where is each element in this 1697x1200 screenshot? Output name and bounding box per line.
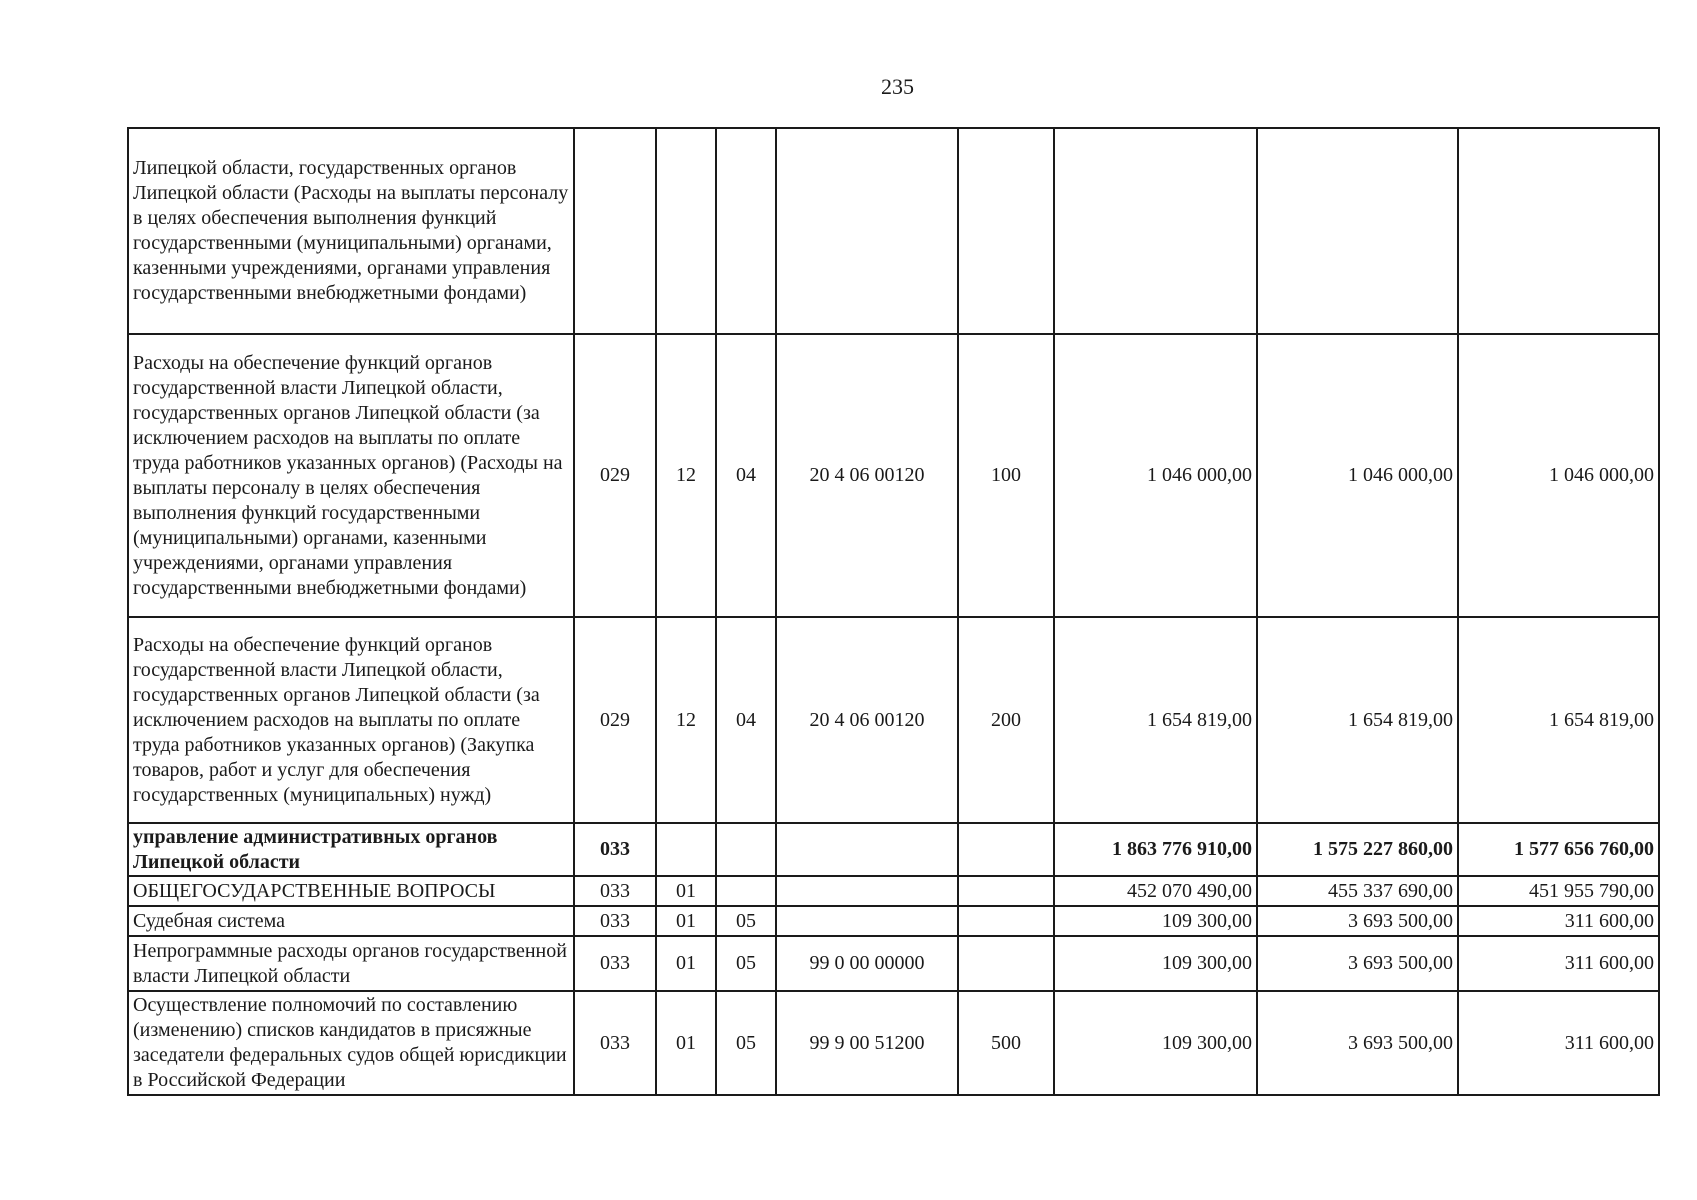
row-description: Расходы на обеспечение функций органов государственной власти Липецкой области, государственных органов Липецкой области (за исключением расходов на выплаты по оплате труда работников указанных органов) (Расходы на выплаты персоналу в целях обеспечения выполнения функций государственными (муниципальными) органами, казенными учреждениями, органами управления государственными внебюджетными фондами) xyxy=(128,334,574,617)
amount-year-1 xyxy=(1054,128,1257,334)
row-description: Судебная система xyxy=(128,906,574,936)
amount-year-3: 1 577 656 760,00 xyxy=(1458,823,1659,876)
section-code: 01 xyxy=(656,876,716,906)
ministry-code xyxy=(574,128,656,334)
table-row xyxy=(128,991,1659,1095)
amount-year-2: 455 337 690,00 xyxy=(1257,876,1458,906)
ministry-code: 033 xyxy=(574,936,656,991)
target-article-code xyxy=(776,906,958,936)
expense-type-code xyxy=(958,876,1054,906)
row-description: ОБЩЕГОСУДАРСТВЕННЫЕ ВОПРОСЫ xyxy=(128,876,574,906)
table-row xyxy=(128,876,1659,906)
amount-year-1: 109 300,00 xyxy=(1054,906,1257,936)
subsection-code: 04 xyxy=(716,334,776,617)
ministry-code: 033 xyxy=(574,823,656,876)
ministry-code: 033 xyxy=(574,876,656,906)
section-code xyxy=(656,128,716,334)
amount-year-2: 1 575 227 860,00 xyxy=(1257,823,1458,876)
amount-year-2: 1 654 819,00 xyxy=(1257,617,1458,823)
subsection-code: 05 xyxy=(716,991,776,1095)
amount-year-1: 109 300,00 xyxy=(1054,991,1257,1095)
table-row xyxy=(128,128,1659,334)
row-description: Расходы на обеспечение функций органов государственной власти Липецкой области, государственных органов Липецкой области (за исключением расходов на выплаты по оплате труда работников указанных органов) (Закупка товаров, работ и услуг для обеспечения государственных (муниципальных) нужд) xyxy=(128,617,574,823)
amount-year-3: 311 600,00 xyxy=(1458,991,1659,1095)
subsection-code: 05 xyxy=(716,906,776,936)
expense-type-code: 100 xyxy=(958,334,1054,617)
amount-year-3: 1 046 000,00 xyxy=(1458,334,1659,617)
table-row xyxy=(128,334,1659,617)
subsection-code: 05 xyxy=(716,936,776,991)
expense-type-code: 200 xyxy=(958,617,1054,823)
subsection-code xyxy=(716,128,776,334)
subsection-code xyxy=(716,876,776,906)
ministry-code: 029 xyxy=(574,334,656,617)
page-number: 235 xyxy=(881,74,914,99)
section-code: 12 xyxy=(656,617,716,823)
section-code: 01 xyxy=(656,991,716,1095)
section-code: 12 xyxy=(656,334,716,617)
row-description: управление административных органов Липецкой области xyxy=(128,823,574,876)
subsection-code xyxy=(716,823,776,876)
section-code: 01 xyxy=(656,936,716,991)
table-row xyxy=(128,906,1659,936)
amount-year-2: 3 693 500,00 xyxy=(1257,906,1458,936)
target-article-code xyxy=(776,876,958,906)
table-row xyxy=(128,936,1659,991)
amount-year-3: 311 600,00 xyxy=(1458,936,1659,991)
expense-type-code xyxy=(958,823,1054,876)
target-article-code xyxy=(776,823,958,876)
section-code xyxy=(656,823,716,876)
ministry-code: 033 xyxy=(574,906,656,936)
expense-type-code xyxy=(958,936,1054,991)
amount-year-2: 3 693 500,00 xyxy=(1257,991,1458,1095)
amount-year-3: 451 955 790,00 xyxy=(1458,876,1659,906)
amount-year-1: 109 300,00 xyxy=(1054,936,1257,991)
amount-year-2: 3 693 500,00 xyxy=(1257,936,1458,991)
target-article-code: 99 9 00 51200 xyxy=(776,991,958,1095)
target-article-code: 99 0 00 00000 xyxy=(776,936,958,991)
amount-year-3 xyxy=(1458,128,1659,334)
row-description: Осуществление полномочий по составлению (изменению) списков кандидатов в присяжные заседатели федеральных судов общей юрисдикции в Российской Федерации xyxy=(128,991,574,1095)
amount-year-2 xyxy=(1257,128,1458,334)
amount-year-1: 1 863 776 910,00 xyxy=(1054,823,1257,876)
ministry-code: 029 xyxy=(574,617,656,823)
target-article-code: 20 4 06 00120 xyxy=(776,334,958,617)
budget-table xyxy=(127,127,1660,1096)
subsection-code: 04 xyxy=(716,617,776,823)
amount-year-1: 1 046 000,00 xyxy=(1054,334,1257,617)
row-description: Липецкой области, государственных органов Липецкой области (Расходы на выплаты персоналу в целях обеспечения выполнения функций государственными (муниципальными) органами, казенными учреждениями, органами управления государственными внебюджетными фондами) xyxy=(128,128,574,334)
section-code: 01 xyxy=(656,906,716,936)
amount-year-2: 1 046 000,00 xyxy=(1257,334,1458,617)
target-article-code: 20 4 06 00120 xyxy=(776,617,958,823)
amount-year-1: 1 654 819,00 xyxy=(1054,617,1257,823)
row-description: Непрограммные расходы органов государственной власти Липецкой области xyxy=(128,936,574,991)
amount-year-3: 1 654 819,00 xyxy=(1458,617,1659,823)
table-row xyxy=(128,617,1659,823)
ministry-code: 033 xyxy=(574,991,656,1095)
expense-type-code: 500 xyxy=(958,991,1054,1095)
amount-year-1: 452 070 490,00 xyxy=(1054,876,1257,906)
target-article-code xyxy=(776,128,958,334)
expense-type-code xyxy=(958,128,1054,334)
amount-year-3: 311 600,00 xyxy=(1458,906,1659,936)
table-row xyxy=(128,823,1659,876)
expense-type-code xyxy=(958,906,1054,936)
